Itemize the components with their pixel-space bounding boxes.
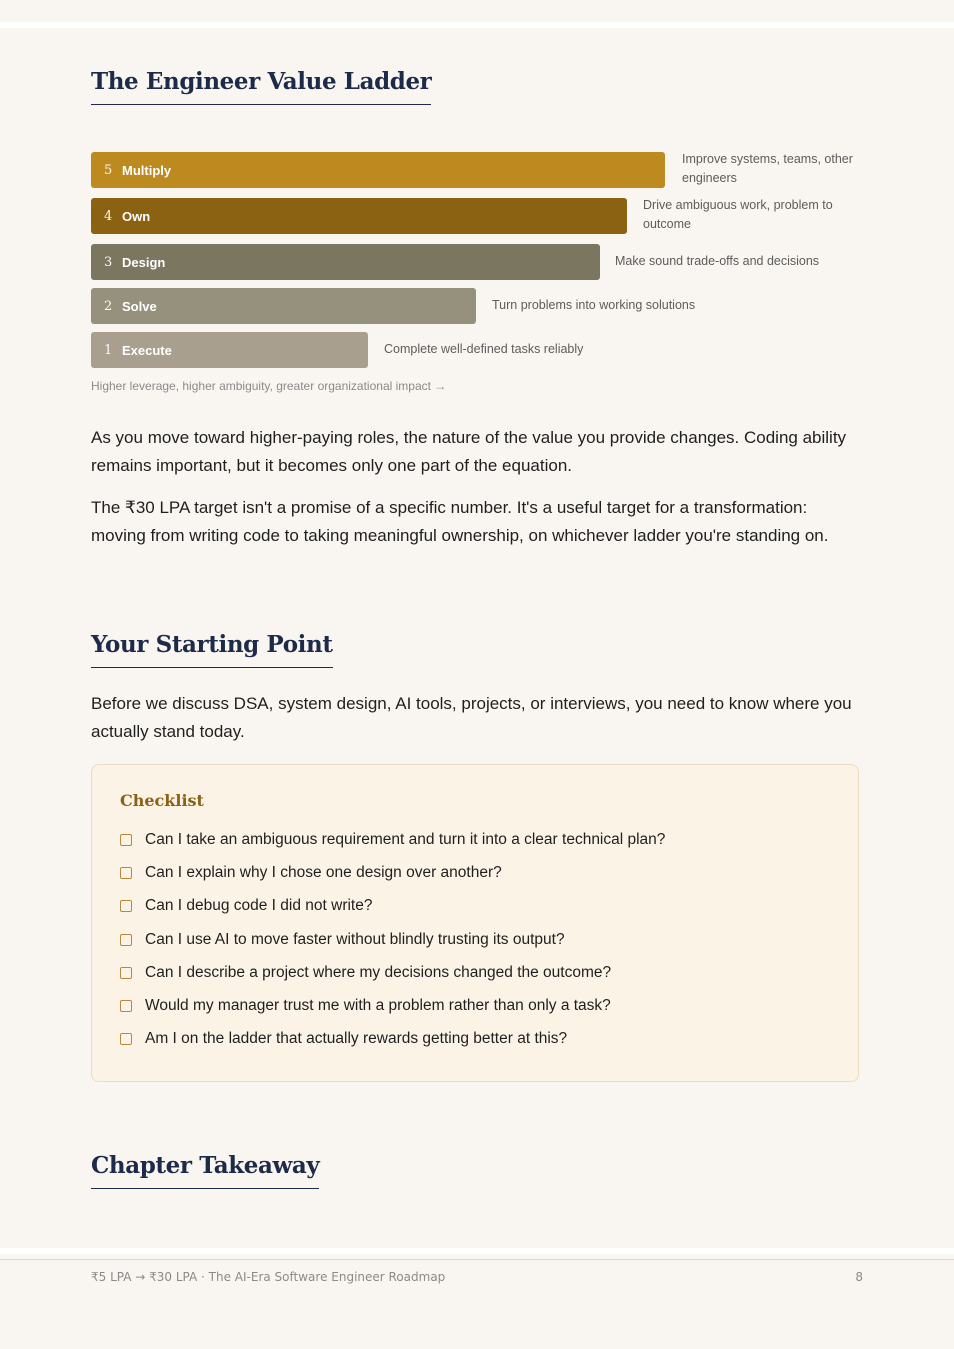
ladder-rung-label: Solve [122,298,157,314]
checklist-item-text: Can I explain why I chose one design over another? [145,864,502,881]
ladder-bar-4 [91,198,627,234]
ladder-rung-description: Improve systems, teams, other engineers [682,152,853,185]
footer-divider-strip [0,1248,954,1254]
checklist-item[interactable] [120,1030,567,1048]
ladder-bar-5 [91,152,665,188]
ladder-rung-number: 1 [104,342,113,358]
checkbox-icon[interactable] [120,1033,132,1045]
checklist-item[interactable] [120,897,372,915]
ladder-bar-1 [91,332,368,368]
checklist-item[interactable] [120,864,502,882]
checkbox-icon[interactable] [120,1000,132,1012]
checklist-item[interactable] [120,831,665,849]
checklist-item-text: Can I use AI to move faster without blindly trusting its output? [145,931,565,948]
section-title-starting-point: Your Starting Point [91,631,333,668]
checklist-panel [91,764,859,1082]
checklist-title: Checklist [120,791,204,810]
ladder-rung-description: Drive ambiguous work, problem to outcome [643,198,833,231]
checklist-item[interactable] [120,997,611,1015]
section-title-chapter-takeaway: Chapter Takeaway [91,1152,319,1189]
footer-book-title: ₹5 LPA → ₹30 LPA · The AI-Era Software Engineer Roadmap [91,1270,446,1284]
ladder-bar-2 [91,288,476,324]
checklist-item[interactable] [120,964,611,982]
ladder-rung-number: 3 [104,254,113,270]
value-ladder-chart [0,0,954,400]
footer-divider [0,1259,954,1260]
checklist-item-text: Can I debug code I did not write? [145,897,373,914]
ladder-rung-number: 2 [104,298,113,314]
checkbox-icon[interactable] [120,867,132,879]
body-paragraph-2: The ₹30 LPA target isn't a promise of a specific number. It's a useful target for a transformation: moving from writing code to taking meaningful ownership, on whichever ladder you're standing on. [91,498,829,545]
ladder-rung-description: Complete well-defined tasks reliably [384,342,584,356]
ladder-rung-label: Design [122,254,166,270]
checkbox-icon[interactable] [120,834,132,846]
checkbox-icon[interactable] [120,900,132,912]
checkbox-icon[interactable] [120,934,132,946]
body-paragraph-3: Before we discuss DSA, system design, AI tools, projects, or interviews, you need to know where you actually stand today. [91,694,852,741]
checklist-item-text: Am I on the ladder that actually rewards getting better at this? [145,1030,568,1047]
checklist-item-text: Would my manager trust me with a problem rather than only a task? [145,997,611,1014]
checkbox-icon[interactable] [120,967,132,979]
checklist-item-text: Can I take an ambiguous requirement and turn it into a clear technical plan? [145,831,666,848]
page-number: 8 [855,1270,863,1284]
checklist-item-text: Can I describe a project where my decisions changed the outcome? [145,964,612,981]
section-title-value-ladder: The Engineer Value Ladder [91,68,431,105]
body-paragraph-1: As you move toward higher-paying roles, the nature of the value you provide changes. Coding ability remains important, but it becomes only one part of the equation. [91,428,847,475]
ladder-rung-description: Make sound trade-offs and decisions [615,254,820,268]
ladder-rung-number: 5 [104,162,113,178]
ladder-rung-label: Multiply [122,162,172,178]
ladder-rung-description: Turn problems into working solutions [492,298,696,312]
ladder-rung-label: Own [122,208,151,224]
ladder-bar-3 [91,244,600,280]
ladder-axis-note: Higher leverage, higher ambiguity, greater organizational impact → [91,379,447,393]
ladder-rung-number: 4 [104,208,113,224]
checklist-item[interactable] [120,931,565,949]
ladder-rung-label: Execute [122,342,172,358]
